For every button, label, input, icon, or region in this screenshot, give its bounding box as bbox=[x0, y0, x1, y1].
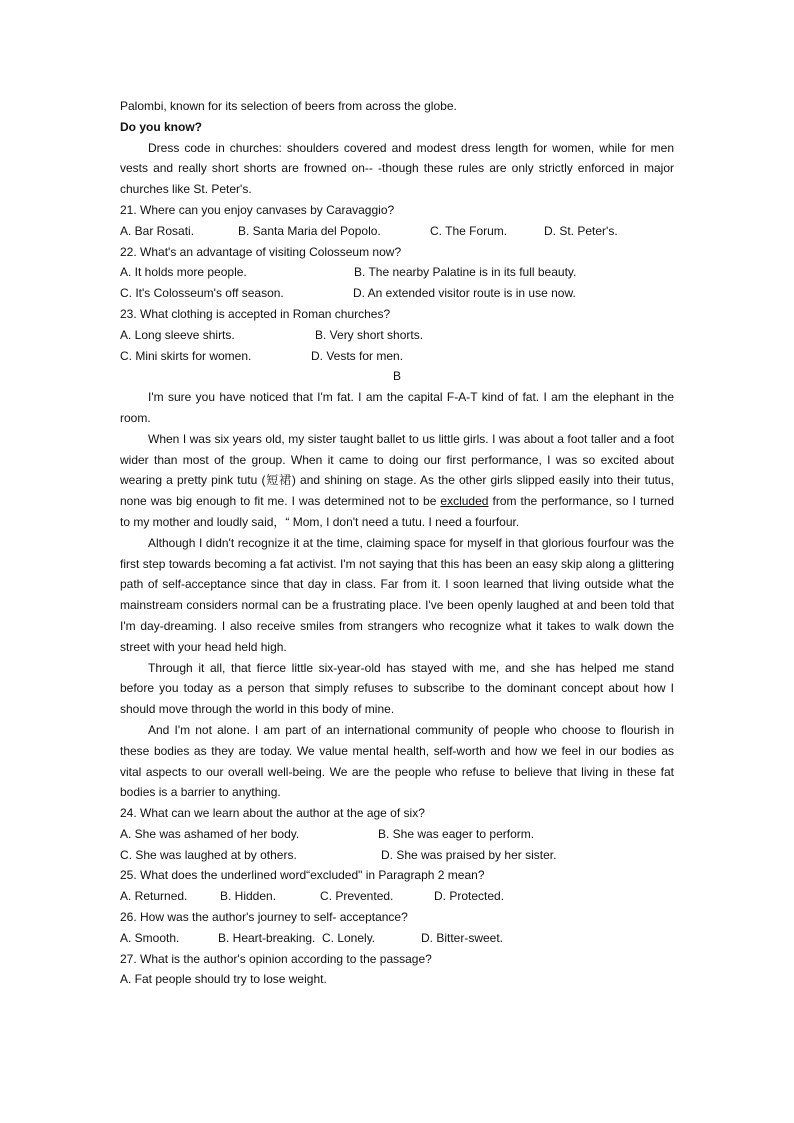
q25-option-b: B. Hidden. bbox=[220, 889, 277, 904]
q24-option-d: D. She was praised by her sister. bbox=[381, 847, 557, 862]
passage-b-paragraph-3: Although I didn't recognize it at the time, claiming space for myself in that glorious fourfour was the first step towards becoming a fat activist. I'm not saying that this has been an easy skip along a glittering path of self-acceptance since that day in class. Far from it. I soon learned that living outside what the mainstream considers normal can be a frustrating place. I've been openly laughed at and been told that I'm day-dreaming. I also receive smiles from strangers who recognize what it takes to walk down the street with your head held high. bbox=[120, 535, 674, 654]
q23-option-d: D. Vests for men. bbox=[311, 348, 404, 363]
passage-b-paragraph-5: And I'm not alone. I am part of an international community of people who choose to flourish in these bodies as they are today. We value mental health, self-worth and how we feel in our bodies as vital aspects to our overall well-being. We are the people who refuse to believe that living in these fat bodies is a barrier to anything. bbox=[120, 722, 674, 800]
q24-option-c: C. She was laughed at by others. bbox=[120, 847, 297, 862]
passage-b-paragraph-2 bbox=[120, 429, 674, 533]
exam-page bbox=[120, 96, 674, 990]
q26-option-d: D. Bitter-sweet. bbox=[421, 930, 504, 945]
q23-option-c: C. Mini skirts for women. bbox=[120, 348, 252, 363]
p2-text-after: from the performance, so I turned to my mother and loudly said，“ Mom, I don't need a tutu. I need a fourfour. bbox=[120, 494, 674, 529]
q25-option-c: C. Prevented. bbox=[320, 889, 394, 904]
question-21-stem: 21. Where can you enjoy canvases by Caravaggio? bbox=[120, 202, 395, 217]
q23-option-b: B. Very short shorts. bbox=[315, 327, 424, 342]
passage-a-last-line: Palombi, known for its selection of beers from across the globe. bbox=[120, 99, 457, 113]
p2-text-before: When I was six years old, my sister taught ballet to us little girls. I was about a foot taller and a foot wider than most of the group. When it came to doing our first performance, I was so excited about wearing a pretty pink tutu (短裙) and shining on stage. As the other girls slipped easily into their tutus, none was big enough to fit me. I was determined not to be bbox=[120, 431, 674, 509]
question-25-stem: 25. What does the underlined word“excluded" in Paragraph 2 mean? bbox=[120, 868, 485, 883]
q22-option-b: B. The nearby Palatine is in its full beauty. bbox=[354, 265, 577, 280]
do-you-know-heading: Do you know? bbox=[120, 119, 202, 134]
q24-option-b: B. She was eager to perform. bbox=[378, 826, 535, 841]
passage-b-paragraph-4: Through it all, that fierce little six-year-old has stayed with me, and she has helped me stand before you today as a person that simply refuses to subscribe to the dominant concept about how I should move through the world in this body of mine. bbox=[120, 660, 674, 717]
passage-b-paragraph-1: I'm sure you have noticed that I'm fat. I am the capital F-A-T kind of fat. I am the elephant in the room. bbox=[120, 390, 674, 425]
q25-option-d: D. Protected. bbox=[434, 889, 505, 904]
question-22-options-row2 bbox=[120, 283, 674, 304]
question-24-options-row2 bbox=[120, 845, 674, 866]
question-26-stem: 26. How was the author's journey to self- acceptance? bbox=[120, 910, 408, 925]
q22-option-d: D. An extended visitor route is in use now. bbox=[353, 286, 576, 301]
q26-option-b: B. Heart-breaking. bbox=[218, 930, 316, 945]
q21-option-c: C. The Forum. bbox=[430, 223, 508, 238]
q21-option-b: B. Santa Maria del Popolo. bbox=[238, 223, 381, 238]
question-27-stem: 27. What is the author's opinion according to the passage? bbox=[120, 951, 432, 966]
q26-option-c: C. Lonely. bbox=[322, 930, 376, 945]
question-23-options-row1 bbox=[120, 325, 674, 346]
question-22-options-row1 bbox=[120, 262, 674, 283]
q22-option-c: C. It's Colosseum's off season. bbox=[120, 286, 284, 301]
q24-option-a: A. She was ashamed of her body. bbox=[120, 826, 300, 841]
question-24-options-row1 bbox=[120, 824, 674, 845]
question-23-options-row2 bbox=[120, 346, 674, 367]
question-24-stem: 24. What can we learn about the author at the age of six? bbox=[120, 806, 425, 821]
q25-option-a: A. Returned. bbox=[120, 889, 188, 904]
q21-option-d: D. St. Peter's. bbox=[544, 223, 618, 238]
underlined-word-excluded: excluded bbox=[440, 494, 489, 509]
question-26-options bbox=[120, 928, 674, 949]
question-25-options bbox=[120, 886, 674, 907]
section-b-label: B bbox=[392, 369, 401, 384]
question-23-stem: 23. What clothing is accepted in Roman churches? bbox=[120, 306, 391, 321]
dress-code-paragraph: Dress code in churches: shoulders covered and modest dress length for women, while for men vests and really short shorts are frowned on-- -though these rules are only strictly enforced in major churches like St. Peter's. bbox=[120, 140, 674, 197]
q26-option-a: A. Smooth. bbox=[120, 930, 180, 945]
q22-option-a: A. It holds more people. bbox=[120, 265, 247, 280]
question-21-options bbox=[120, 221, 674, 242]
q23-option-a: A. Long sleeve shirts. bbox=[120, 327, 235, 342]
q27-option-a: A. Fat people should try to lose weight. bbox=[120, 972, 327, 987]
question-22-stem: 22. What's an advantage of visiting Colosseum now? bbox=[120, 244, 402, 259]
q21-option-a: A. Bar Rosati. bbox=[120, 223, 195, 238]
